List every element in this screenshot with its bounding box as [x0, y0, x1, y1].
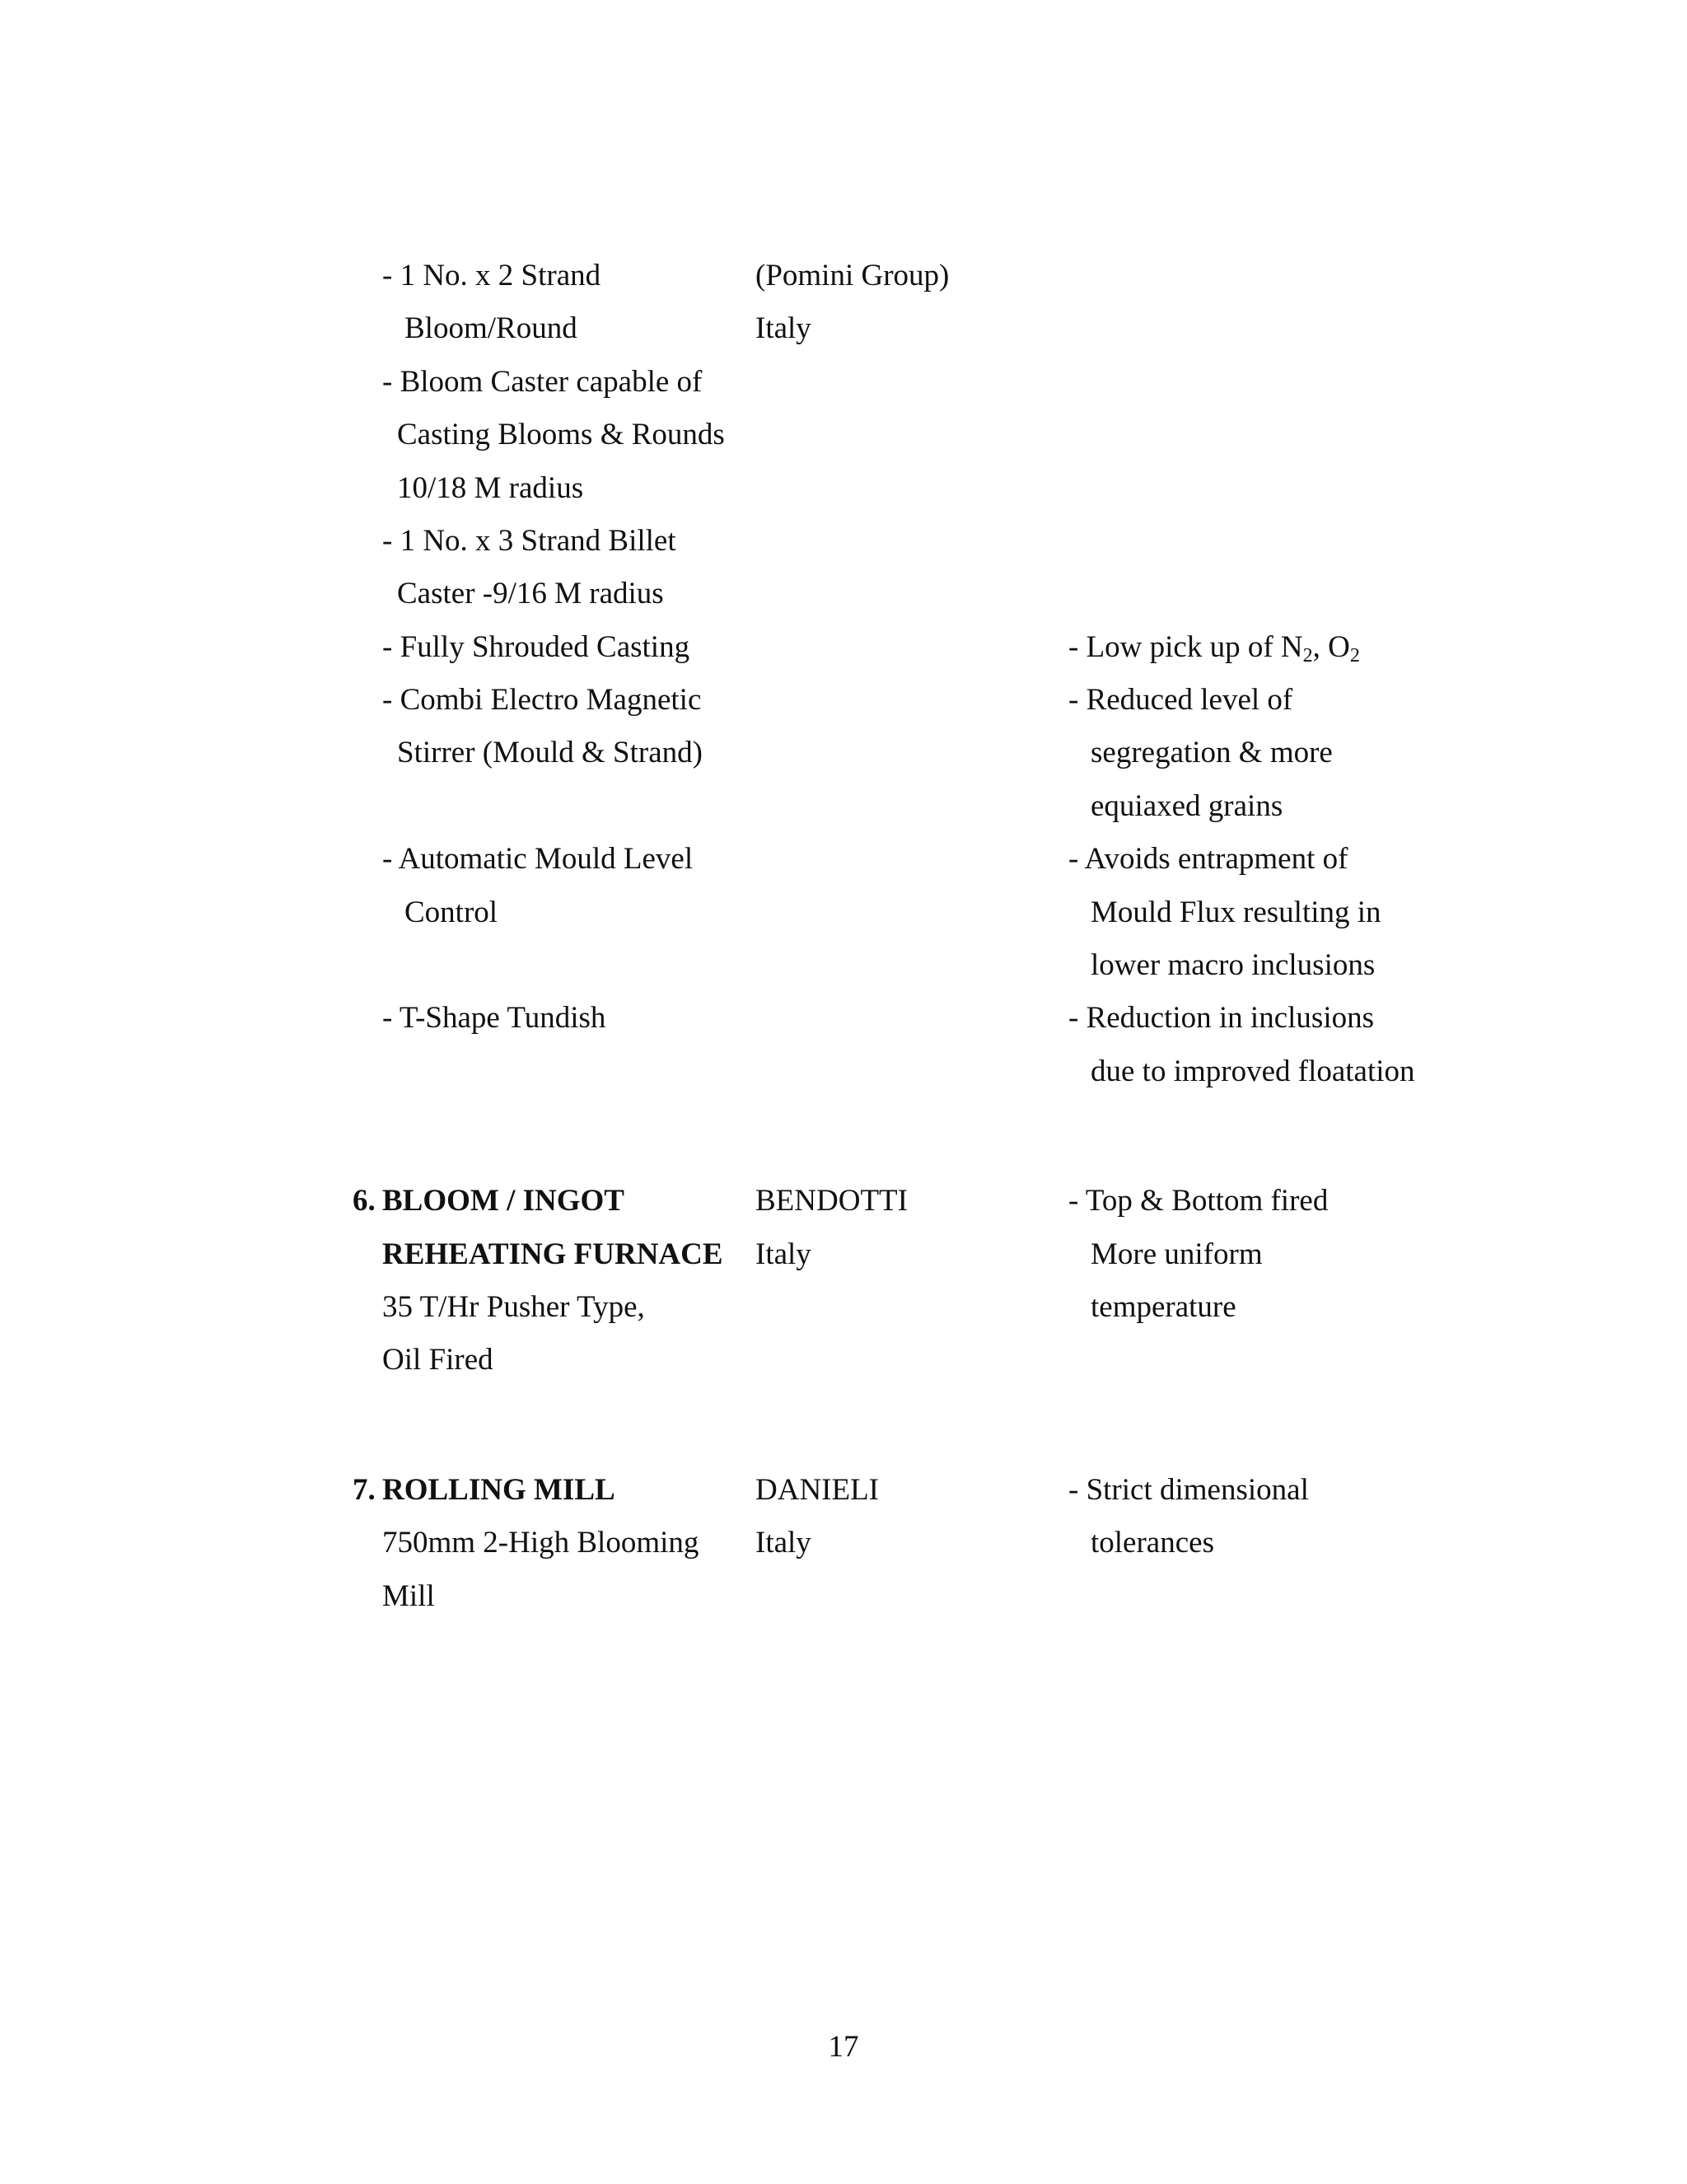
supplier-country: Italy [755, 1526, 811, 1560]
supplier-country: Italy [755, 1237, 811, 1271]
section-number: 6. [353, 1184, 376, 1218]
supplier-name: DANIELI [755, 1473, 880, 1507]
item-text: 10/18 M radius [397, 471, 584, 505]
section-title: REHEATING FURNACE [382, 1237, 723, 1271]
section-desc: 750mm 2-High Blooming [382, 1526, 699, 1560]
feature-text: temperature [1091, 1290, 1236, 1324]
section-desc: 35 T/Hr Pusher Type, [382, 1290, 645, 1324]
item-shrouded-casting: - Fully Shrouded Casting [382, 630, 690, 664]
feature-text: Mould Flux resulting in [1091, 896, 1381, 929]
feature-text: lower macro inclusions [1091, 948, 1376, 982]
feature-fired: - Top & Bottom fired [1068, 1184, 1329, 1218]
section-title: BLOOM / INGOT [382, 1184, 624, 1218]
item-mould-level: - Automatic Mould Level [382, 842, 694, 876]
supplier-country: Italy [755, 311, 811, 345]
item-text: Control [404, 896, 498, 929]
item-tundish: - T-Shape Tundish [382, 1001, 606, 1035]
feature-entrapment: - Avoids entrapment of [1068, 842, 1348, 876]
item-text: Stirrer (Mould & Strand) [397, 736, 703, 769]
item-strand-bloom: - 1 No. x 2 Strand [382, 259, 601, 292]
page-number: 17 [828, 2030, 859, 2064]
item-text: Bloom/Round [404, 311, 577, 345]
item-electro-magnetic: - Combi Electro Magnetic [382, 683, 702, 717]
feature-inclusions: - Reduction in inclusions [1068, 1001, 1374, 1035]
feature-segregation: - Reduced level of [1068, 683, 1293, 717]
feature-text: More uniform [1091, 1237, 1263, 1271]
item-billet-caster: - 1 No. x 3 Strand Billet [382, 524, 676, 558]
feature-text: segregation & more [1091, 736, 1333, 769]
feature-dimensional: - Strict dimensional [1068, 1473, 1309, 1507]
section-desc: Oil Fired [382, 1343, 493, 1377]
item-text: Caster -9/16 M radius [397, 577, 664, 610]
feature-text: equiaxed grains [1091, 789, 1283, 823]
feature-low-pickup: - Low pick up of $N_2$, $O_2$ [1068, 630, 1360, 666]
section-number: 7. [353, 1473, 376, 1507]
section-desc: Mill [382, 1579, 435, 1613]
item-bloom-caster: - Bloom Caster capable of [382, 365, 703, 399]
feature-text: due to improved floatation [1091, 1055, 1415, 1088]
feature-text: tolerances [1091, 1526, 1214, 1560]
section-title: ROLLING MILL [382, 1473, 615, 1507]
item-text: Casting Blooms & Rounds [397, 418, 725, 451]
supplier-name: BENDOTTI [755, 1184, 908, 1218]
supplier-group: (Pomini Group) [755, 259, 950, 292]
